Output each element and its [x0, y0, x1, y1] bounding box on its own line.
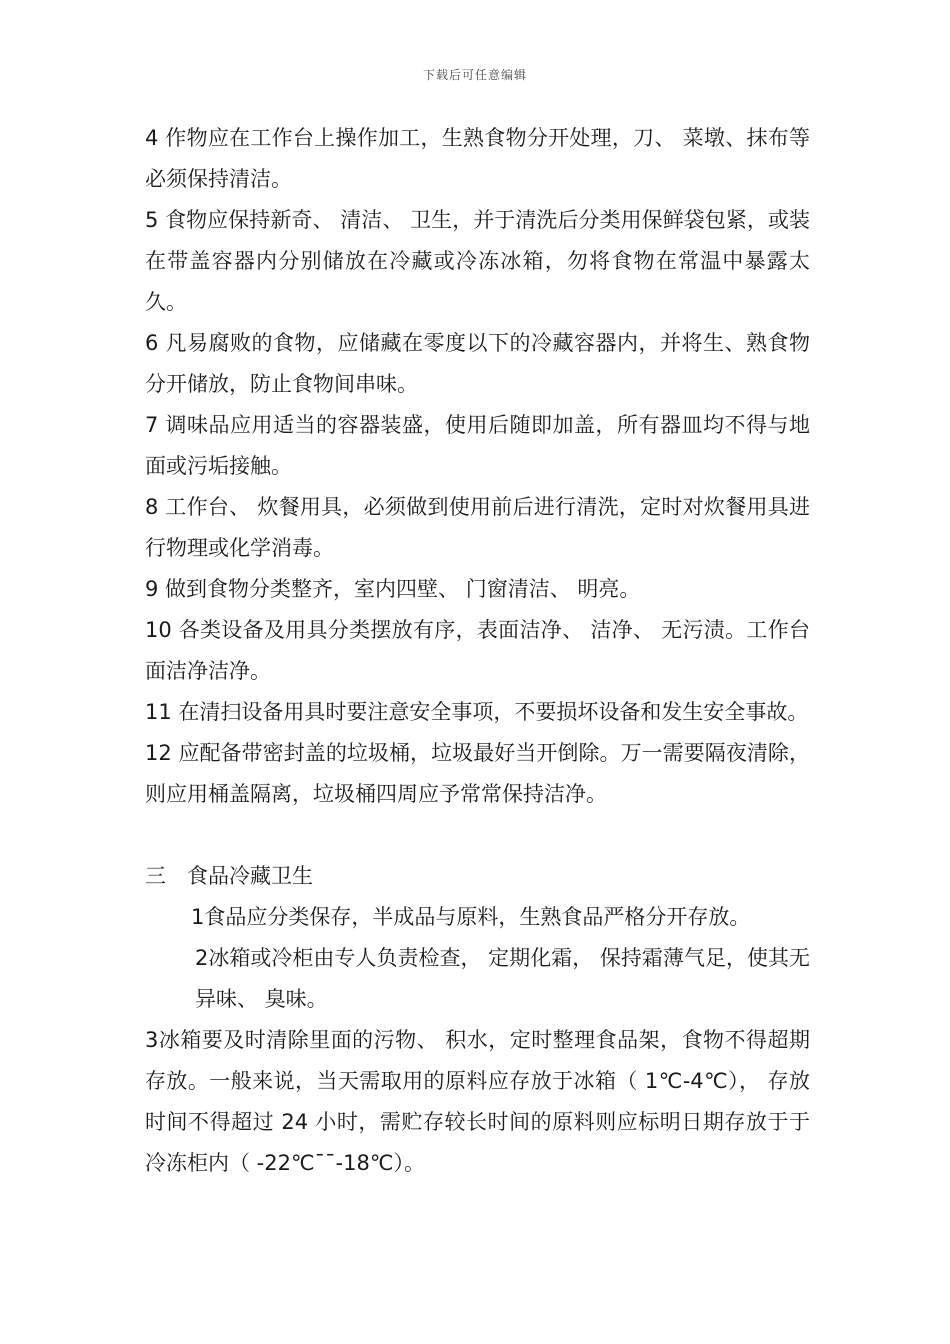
- paragraph-item-7: 7 调味品应用适当的容器装盛，使用后随即加盖，所有器皿均不得与地面或污垢接触。: [145, 413, 810, 478]
- page-header-note: 下载后可任意编辑: [422, 68, 527, 82]
- paragraph-item-10: 10 各类设备及用具分类摆放有序，表面洁净、 洁净、 无污渍。工作台面洁净洁净。: [145, 618, 810, 683]
- paragraph-item-8: 8 工作台、 炊餐用具，必须做到使用前后进行清洗，定时对炊餐用具进行物理或化学消毒。: [145, 495, 810, 560]
- paragraph-item-12: 12 应配备带密封盖的垃圾桶，垃圾最好当开倒除。万一需要隔夜清除，则应用桶盖隔离，垃圾桶四周应予常常保持洁净。: [145, 741, 810, 806]
- paragraph-item-6: 6 凡易腐败的食物，应储藏在零度以下的冷藏容器内，并将生、熟食物分开储放，防止食物间串味。: [145, 331, 810, 396]
- section-heading: 三 食品冷藏卫生: [145, 864, 313, 888]
- section-item-2: 2冰箱或冷柜由专人负责检查， 定期化霜， 保持霜薄气足，使其无异味、 臭味。: [195, 946, 810, 1011]
- paragraph-item-11: 11 在清扫设备用具时要注意安全事项，不要损坏设备和发生安全事故。: [145, 700, 809, 724]
- paragraph-item-9: 9 做到食物分类整齐，室内四壁、 门窗清洁、 明亮。: [145, 577, 641, 601]
- section-spacer: [145, 815, 810, 856]
- paragraph-item-5: 5 食物应保持新奇、 清洁、 卫生，并于清洗后分类用保鲜袋包紧，或装在带盖容器内分别储放在冷藏或冷冻冰箱，勿将食物在常温中暴露太久。: [145, 208, 810, 314]
- document-body: [145, 118, 810, 1184]
- paragraph-item-4: 4 作物应在工作台上操作加工，生熟食物分开处理，刀、 菜墩、抹布等必须保持清洁。: [145, 126, 810, 191]
- section-item-1: 1食品应分类保存，半成品与原料，生熟食品严格分开存放。: [191, 905, 751, 929]
- section-item-3: 3冰箱要及时清除里面的污物、 积水，定时整理食品架，食物不得超期存放。一般来说，当天需取用的原料应存放于冰箱（ 1℃-4℃）， 存放时间不得超过 24 小时，需贮存较长时间的原料则应标明日期存放于于冷冻柜内（ -22℃¯¯-18℃）。: [145, 1028, 810, 1175]
